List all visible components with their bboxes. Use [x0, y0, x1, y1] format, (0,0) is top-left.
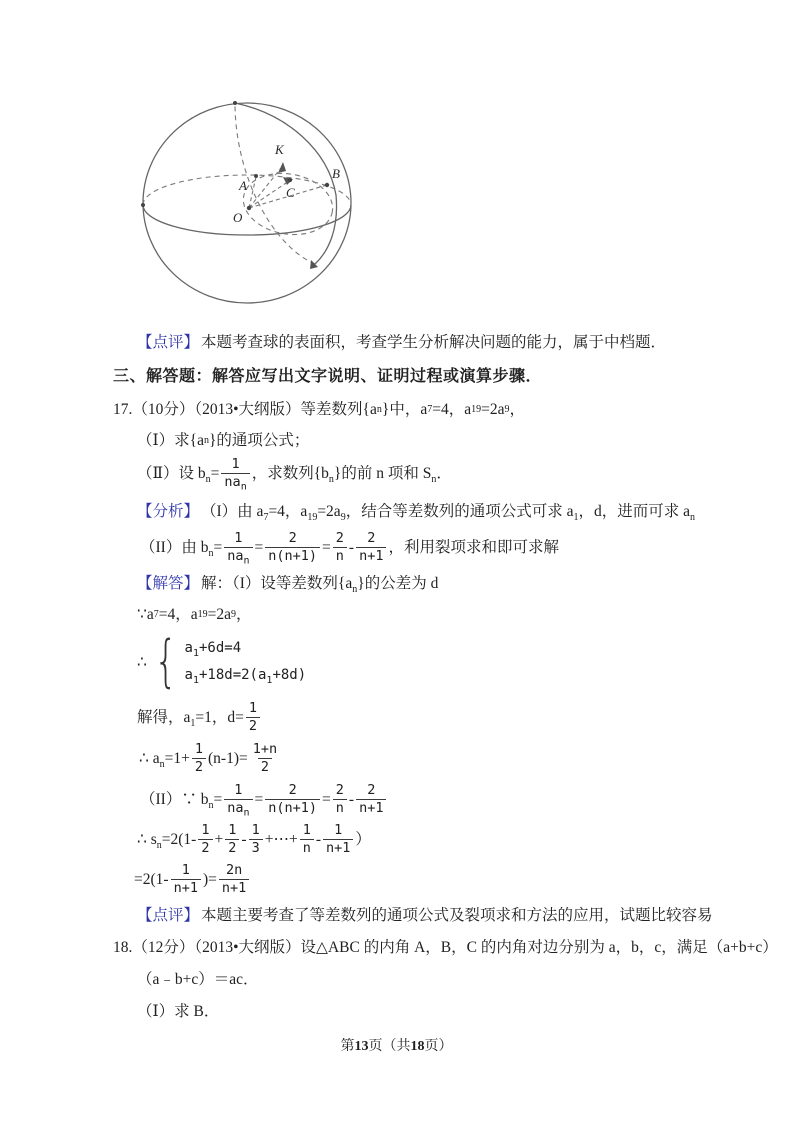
fraction-denominator: 2 [246, 717, 260, 734]
fraction-1-3 [249, 822, 263, 855]
footer-suffix: 页） [424, 1039, 453, 1054]
fraction-denominator: n+1 [219, 879, 249, 896]
fraction-denominator: $na_n$ [221, 473, 249, 490]
fraction-1-n [300, 822, 314, 855]
result-line [134, 858, 251, 900]
equals-sign: = [322, 790, 331, 808]
label-a: A [239, 178, 247, 193]
fraction-1-nan [224, 782, 252, 819]
fraction-1-2 [246, 700, 260, 733]
analysis-text1: （I）由 $a_7=4$，$a_{19}=2a_9$，结合等差数列的通项公式可求 $a_1$，d，进而可求 $a_n$ [201, 503, 695, 524]
fraction-numerator: 1 [228, 822, 237, 839]
fraction-denominator: n [333, 547, 347, 564]
sn-pre: ∴ $s_n=2(1-$ [137, 830, 197, 851]
system-eq2: $a_1+18d=2(a_1+8d)$ [184, 667, 307, 686]
fraction-numerator: 1 [302, 822, 311, 839]
answer-line1: ∵a 7 =4，a 19 =2a 9 ， [137, 606, 252, 623]
fraction-2-nn1 [265, 530, 320, 563]
footer-page-number: 13 [354, 1039, 369, 1054]
minus-sign: - [241, 830, 247, 848]
q17-part1: （Ⅰ）求{a n }的通项公式； [137, 432, 310, 449]
q17-part2 [137, 451, 452, 495]
plus-sign: + [214, 830, 224, 848]
result-mid: )= [202, 870, 217, 888]
fraction-denominator: n(n+1) [265, 799, 320, 816]
fraction-denominator: 2 [258, 758, 272, 775]
fraction-numerator: 1 [248, 700, 258, 717]
fraction-denominator: n [300, 839, 314, 856]
fraction-numerator: 2 [335, 782, 344, 799]
analysis-line2 [140, 526, 559, 568]
comment-line-q16 [137, 332, 666, 353]
fraction-numerator: 1 [231, 456, 240, 473]
solve-line [137, 697, 262, 737]
fraction-denominator: $na_n$ [224, 547, 252, 564]
fraction-denominator: 3 [249, 839, 263, 856]
fraction-1-nan [221, 456, 249, 493]
equals-sign: = [254, 538, 264, 556]
solve-pre: 解得，$a_1=1$，d= [137, 708, 244, 729]
point-c [288, 178, 292, 182]
sphere-outline [143, 103, 351, 303]
system-eq1: $a_1+6d=4$ [184, 640, 242, 659]
bn-line [140, 778, 388, 820]
point-o [247, 206, 251, 210]
minus-sign: - [348, 538, 355, 556]
fraction-denominator: n(n+1) [265, 547, 320, 564]
system-brace: { [154, 628, 178, 694]
fraction-denominator: $na_n$ [224, 799, 252, 816]
label-k: K [275, 142, 284, 157]
fraction-2-n [333, 530, 347, 563]
bn-pre: （II）∵ $b_n=$ [140, 790, 223, 811]
label-b: B [332, 166, 340, 181]
answer-tag: 【解答】 [137, 575, 200, 592]
therefore-sign: ∴ [137, 653, 147, 671]
point-a [254, 174, 258, 178]
analysis-line1 [137, 501, 695, 522]
equals-sign: = [254, 790, 264, 808]
result-pre: =2(1- [134, 870, 169, 888]
equator-back-arc [143, 175, 351, 205]
fraction-numerator: 2 [367, 782, 376, 799]
answer-intro: 解：（I）设等差数列$\{a_n\}$的公差为 d [201, 575, 439, 596]
fraction-2-n [333, 782, 347, 815]
fraction-numerator: 2 [335, 530, 344, 547]
sn-line [137, 818, 371, 860]
comment-text: 本题主要考查了等差数列的通项公式及裂项求和方法的应用，试题比较容易 [201, 907, 713, 924]
analysis2-pre: （II）由 $b_n=$ [140, 538, 223, 559]
point-top [233, 101, 237, 105]
fraction-numerator: 1 [234, 782, 243, 799]
minus-sign: - [315, 830, 321, 848]
fraction-1-2 [225, 822, 239, 855]
fraction-denominator: n+1 [171, 879, 201, 896]
fraction-numerator: 1 [234, 530, 243, 547]
fraction-denominator: n [333, 799, 347, 816]
fraction-1-2 [198, 822, 212, 855]
fraction-2-nn1 [265, 782, 320, 815]
footer-total-pages: 18 [410, 1039, 425, 1054]
an-mid: (n-1)= [208, 749, 248, 767]
fraction-1-2 [192, 741, 206, 774]
q17-part2-pre: （Ⅱ）设 $b_n=$ [137, 464, 220, 485]
equator-front-arc [143, 205, 351, 235]
q18-stem-line2: （a﹣b+c）＝ac． [137, 971, 259, 988]
label-o: O [233, 210, 243, 225]
q17-stem: 17.（10分）（2013•大纲版）等差数列{a n }中，a 7 =4，a 19 =2a 9 ， [113, 401, 525, 418]
footer-prefix: 第 [340, 1039, 355, 1054]
fraction-numerator: 1 [334, 822, 343, 839]
point-left [141, 203, 145, 207]
fraction-2n-n1 [219, 862, 249, 895]
fraction-2-n1 [356, 530, 386, 563]
fraction-1-nan [224, 530, 252, 567]
fraction-1-n1 [171, 862, 201, 895]
comment-text: 本题考查球的表面积，考查学生分析解决问题的能力，属于中档题． [201, 334, 667, 351]
fraction-numerator: 1 [194, 741, 203, 758]
answer-line0 [137, 573, 438, 594]
q18-stem-line1: 18.（12分）（2013•大纲版）设△ABC 的内角 A，B，C 的内角对边分别为 a，b，c，满足（a+b+c） [113, 939, 778, 956]
equals-sign: = [322, 538, 331, 556]
fraction-denominator: 2 [198, 839, 212, 856]
label-c: C [286, 185, 295, 200]
fraction-numerator: 2n [225, 862, 243, 879]
fraction-denominator: n+1 [356, 547, 386, 564]
an-line [139, 738, 282, 778]
analysis-tag: 【分析】 [137, 503, 200, 520]
fraction-2-n1 [356, 782, 386, 815]
close-paren: ） [355, 830, 371, 848]
equation-system [137, 630, 306, 694]
fraction-numerator: 1 [201, 822, 210, 839]
q18-part1: （Ⅰ）求 B． [137, 1003, 220, 1020]
analysis2-post: ，利用裂项求和即可求解 [388, 538, 559, 556]
fraction-numerator: 2 [288, 782, 297, 799]
comment-line-q17 [137, 905, 713, 926]
point-b [325, 183, 329, 187]
page-footer [0, 1035, 793, 1055]
ellipsis: +⋯+ [264, 830, 298, 848]
fraction-numerator: 1+n [252, 741, 278, 758]
an-pre: ∴ $a_n=1+$ [139, 749, 190, 770]
fraction-denominator: n+1 [323, 839, 353, 856]
fraction-numerator: 1 [181, 862, 190, 879]
fraction-numerator: 2 [367, 530, 376, 547]
arrowhead-k [278, 162, 286, 173]
fraction-denominator: 2 [225, 839, 239, 856]
fraction-1n-2 [250, 741, 280, 774]
footer-middle: 页（共 [368, 1039, 411, 1054]
sphere-diagram [135, 98, 367, 326]
comment-tag: 【点评】 [137, 907, 200, 924]
fraction-1-n1 [323, 822, 353, 855]
fraction-numerator: 1 [251, 822, 260, 839]
great-circle-back-arc [235, 103, 315, 264]
fraction-denominator: 2 [192, 758, 206, 775]
segment-o-k [249, 168, 281, 208]
fraction-denominator: n+1 [356, 799, 386, 816]
fraction-numerator: 2 [288, 530, 297, 547]
section-header: 三、解答题：解答应写出文字说明、证明过程或演算步骤． [113, 368, 543, 385]
minus-sign: - [348, 790, 355, 808]
q17-part2-post: ，求数列$\{b_n\}$的前 n 项和 $S_n$． [251, 464, 452, 485]
comment-tag: 【点评】 [137, 334, 200, 351]
system-equations [185, 638, 307, 686]
